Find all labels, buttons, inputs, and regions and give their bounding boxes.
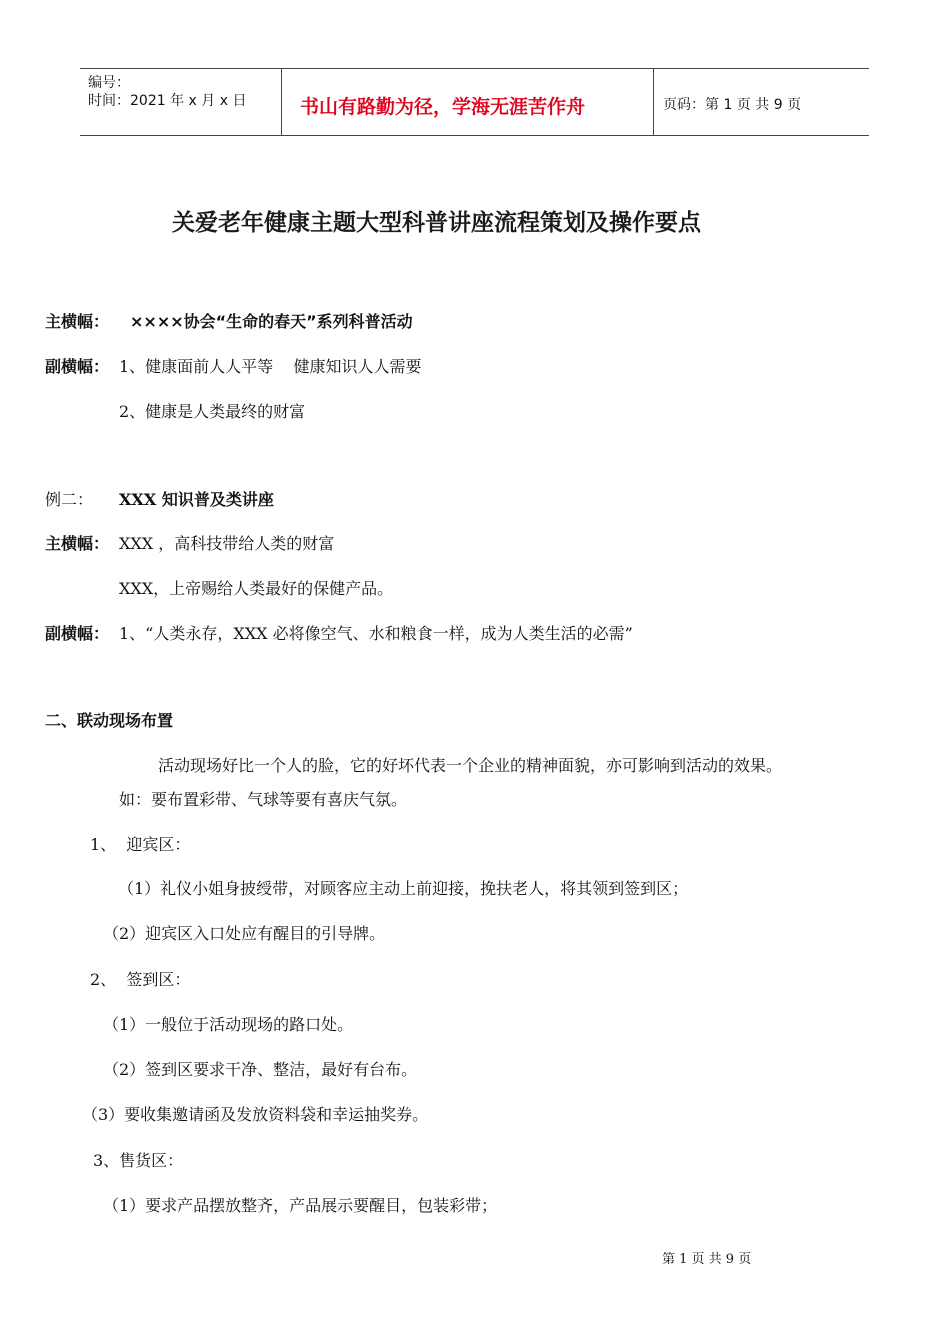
header-time-label: 时间：2021 年 x 月 x 日 bbox=[88, 93, 247, 109]
area-2-title: 2、 签到区： bbox=[90, 970, 191, 989]
footer-page-number: 第 1 页 共 9 页 bbox=[662, 1252, 752, 1267]
area-2-item-1: （1）一般位于活动现场的路口处。 bbox=[103, 1015, 354, 1034]
header-page-info: 页码：第 1 页 共 9 页 bbox=[663, 97, 802, 113]
area-3-title: 3、售货区： bbox=[93, 1151, 184, 1170]
section-2-intro-line-1: 活动现场好比一个人的脸，它的好坏代表一个企业的精神面貌，亦可影响到活动的效果。 bbox=[158, 756, 783, 775]
area-1-item-1: （1）礼仪小姐身披绶带，对顾客应主动上前迎接，挽扶老人，将其领到签到区； bbox=[118, 879, 689, 898]
header-bottom-rule bbox=[80, 135, 869, 136]
document-title: 关爱老年健康主题大型科普讲座流程策划及操作要点 bbox=[172, 210, 701, 236]
main-banner-label: 主横幅： bbox=[45, 312, 110, 331]
example-2-sub-banner-1: 1、“人类永存，XXX 必将像空气、水和粮食一样，成为人类生活的必需” bbox=[119, 624, 633, 643]
header-divider-left bbox=[281, 69, 282, 136]
header-divider-right bbox=[653, 69, 654, 136]
main-banner-text: ××××协会“生命的春天”系列科普活动 bbox=[130, 312, 413, 331]
area-2-item-3: （3）要收集邀请函及发放资料袋和幸运抽奖券。 bbox=[82, 1105, 429, 1124]
example-2-title: XXX 知识普及类讲座 bbox=[119, 490, 274, 509]
header-top-rule bbox=[80, 68, 869, 69]
example-2-main-banner-1: XXX ，高科技带给人类的财富 bbox=[119, 534, 335, 553]
section-2-heading: 二、联动现场布置 bbox=[45, 711, 174, 730]
sub-banner-item-2: 2、健康是人类最终的财富 bbox=[119, 402, 306, 421]
sub-banner-label: 副横幅： bbox=[45, 357, 110, 376]
header-number-label: 编号： bbox=[88, 75, 130, 91]
area-3-item-1: （1）要求产品摆放整齐，产品展示要醒目，包装彩带； bbox=[103, 1196, 498, 1215]
example-2-label: 例二： bbox=[45, 490, 94, 509]
header-motto: 书山有路勤为径，学海无涯苦作舟 bbox=[300, 96, 586, 118]
area-2-item-2: （2）签到区要求干净、整洁，最好有台布。 bbox=[103, 1060, 418, 1079]
area-1-title: 1、 迎宾区： bbox=[90, 835, 191, 854]
example-2-main-banner-label: 主横幅： bbox=[45, 534, 110, 553]
area-1-item-2: （2）迎宾区入口处应有醒目的引导牌。 bbox=[103, 924, 386, 943]
sub-banner-item-1: 1、健康面前人人平等 健康知识人人需要 bbox=[119, 357, 422, 376]
example-2-main-banner-2: XXX，上帝赐给人类最好的保健产品。 bbox=[119, 579, 394, 598]
example-2-sub-banner-label: 副横幅： bbox=[45, 624, 110, 643]
section-2-intro-line-2: 如：要布置彩带、气球等要有喜庆气氛。 bbox=[119, 790, 408, 809]
